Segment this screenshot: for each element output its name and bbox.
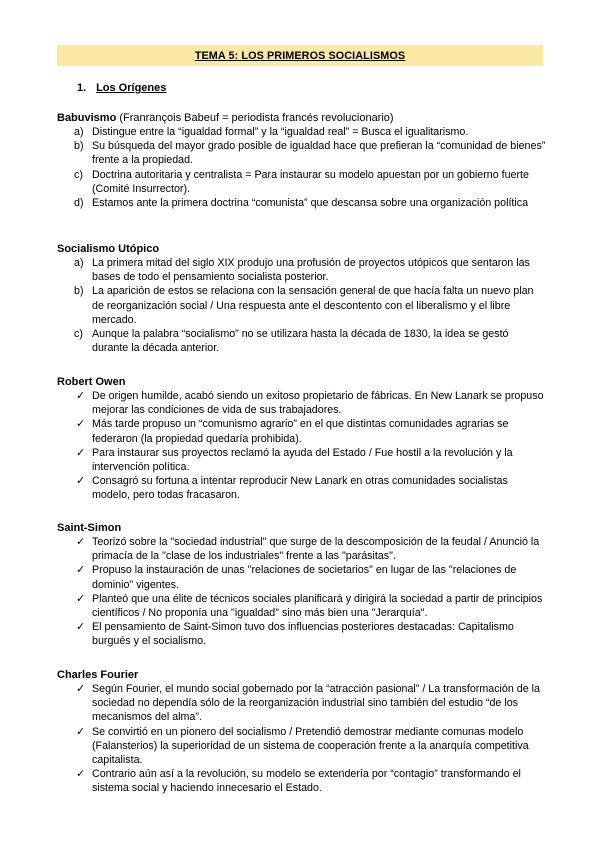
list-marker: a) [74, 257, 84, 269]
list-marker: c) [74, 328, 83, 341]
block-robert-owen [57, 375, 547, 503]
list-item [57, 682, 547, 725]
list-item [57, 725, 547, 768]
check-icon: ✓ [76, 768, 86, 781]
section-heading [77, 82, 166, 94]
check-icon: ✓ [76, 446, 86, 459]
list-item [57, 139, 547, 167]
list-item [57, 196, 547, 210]
item-list [57, 535, 547, 649]
list-marker: b) [74, 285, 84, 298]
list-item [57, 417, 547, 445]
block-subheading: (Franrançois Babeuf = periodista francés revolucionario) [116, 112, 394, 124]
list-item-text: Aunque la palabra “socialismo” no se utilizara hasta la década de 1830, la idea se gestó durante la década anterior. [92, 328, 509, 355]
list-item-text: Estamos ante la primera doctrina “comunista” que descansa sobre una organización política [92, 197, 529, 210]
list-item [57, 256, 547, 284]
list-item [57, 767, 547, 795]
check-icon: ✓ [76, 621, 86, 634]
block-heading [57, 111, 547, 125]
list-item-text: El pensamiento de Saint-Simon tuvo dos influencias posteriores destacadas: Capitalismo burgués y el socialismo. [92, 621, 514, 648]
document-title: TEMA 5: LOS PRIMEROS SOCIALISMOS [194, 49, 406, 62]
item-list [57, 682, 547, 796]
list-item [57, 535, 547, 563]
item-list [57, 125, 547, 210]
block-heading [57, 375, 547, 389]
block-heading [57, 668, 547, 682]
block-heading-text: Robert Owen [57, 376, 126, 388]
list-item-text: Teorizó sobre la "sociedad industrial" que surge de la descomposición de la feudal / Anunció la primacía de la "clase de los industriales" frente a las "parásitas". [92, 536, 540, 563]
item-list [57, 256, 547, 355]
list-marker: a) [74, 126, 84, 138]
list-item-text: Contrario aún así a la revolución, su modelo se extendería por “contagio” transformando el sistema social y haciendo innecesario el Estado. [92, 768, 521, 795]
block-heading-text: Charles Fourier [57, 669, 139, 681]
list-item-text: La aparición de estos se relaciona con la sensación general de que hacía falta un nuevo plan de reorganización social / Una respuesta ante el descontento con el liberalismo y el libre mercado. [92, 285, 534, 326]
list-item [57, 327, 547, 355]
block-charles-fourier [57, 668, 547, 796]
list-item [57, 125, 547, 139]
list-item-text: Se convirtió en un pionero del socialismo / Pretendió demostrar mediante comunas modelo (Falansterios) la superioridad de un sistema de cooperación frente a la anarquía competitiva capitalista. [92, 725, 529, 767]
check-icon: ✓ [76, 418, 86, 431]
list-item-text: De origen humilde, acabó siendo un exitoso propietario de fábricas. En New Lanark se propuso mejorar las condiciones de vida de sus trabajadores. [92, 390, 544, 417]
list-item-text: Más tarde propuso un “comunismo agrario” en el que distintas comunidades agrarias se federaron (la propiedad quedaría prohibida). [92, 418, 509, 445]
check-icon: ✓ [76, 592, 86, 605]
check-icon: ✓ [76, 475, 86, 488]
list-item-text: Consagró su fortuna a intentar reproducir New Lanark en otras comunidades socialistas modelo, pero todas fracasaron. [92, 475, 508, 502]
list-item-text: Planteó que una élite de técnicos sociales planificará y dirigirá la sociedad a partir de principios científicos / No proponía una "igualdad" sino más bien una "Jerarquía". [92, 592, 543, 620]
document-title-bar [57, 45, 543, 66]
list-item [57, 620, 547, 648]
block-heading-text: Babuvismo [57, 112, 117, 124]
block-saint-simon [57, 521, 547, 649]
list-item [57, 563, 547, 591]
list-item-text: Doctrina autoritaria y centralista = Para instaurar su modelo apuestan por un gobierno fuerte (Comité Insurrector). [92, 168, 529, 195]
block-heading [57, 521, 547, 535]
block-babuvismo [57, 111, 547, 210]
list-item [57, 474, 547, 502]
check-icon: ✓ [76, 536, 86, 548]
item-list [57, 389, 547, 503]
list-item [57, 446, 547, 474]
check-icon: ✓ [76, 725, 86, 738]
block-socialismo-utopico [57, 242, 547, 355]
list-item [57, 592, 547, 620]
check-icon: ✓ [76, 564, 86, 577]
list-marker: c) [74, 168, 83, 181]
block-heading [57, 242, 547, 256]
list-item [57, 284, 547, 327]
list-item-text: Su búsqueda del mayor grado posible de igualdad hace que prefieran la “comunidad de bienes” frente a la propiedad. [92, 140, 546, 167]
block-heading-text: Saint-Simon [57, 522, 122, 534]
list-item-text: Para instaurar sus proyectos reclamó la ayuda del Estado / Fue hostil a la revolución y la intervención política. [92, 446, 513, 474]
section-number: 1. [77, 82, 87, 94]
list-item-text: Distingue entre la “igualdad formal” y la “igualdad real” = Busca el igualitarismo. [92, 126, 469, 138]
list-item [57, 168, 547, 196]
list-item-text: La primera mitad del siglo XIX produjo una profusión de proyectos utópicos que sentaron las bases de todo el pensamiento socialista posterior. [92, 257, 530, 284]
block-heading-text: Socialismo Utópico [57, 243, 160, 255]
check-icon: ✓ [76, 390, 86, 402]
section-title: Los Orígenes [96, 82, 167, 94]
check-icon: ✓ [76, 683, 86, 695]
list-item-text: Propuso la instauración de unas "relaciones de societarios" en lugar de las "relaciones de dominio" vigentes. [92, 564, 517, 591]
list-item-text: Según Fourier, el mundo social gobernado por la “atracción pasional” / La transformación de la sociedad no dependía sólo de la reorganización industrial sino también del estudio “de los mecanismos del alma”. [92, 683, 540, 724]
list-marker: d) [74, 197, 84, 210]
list-item [57, 389, 547, 417]
list-marker: b) [74, 140, 84, 153]
